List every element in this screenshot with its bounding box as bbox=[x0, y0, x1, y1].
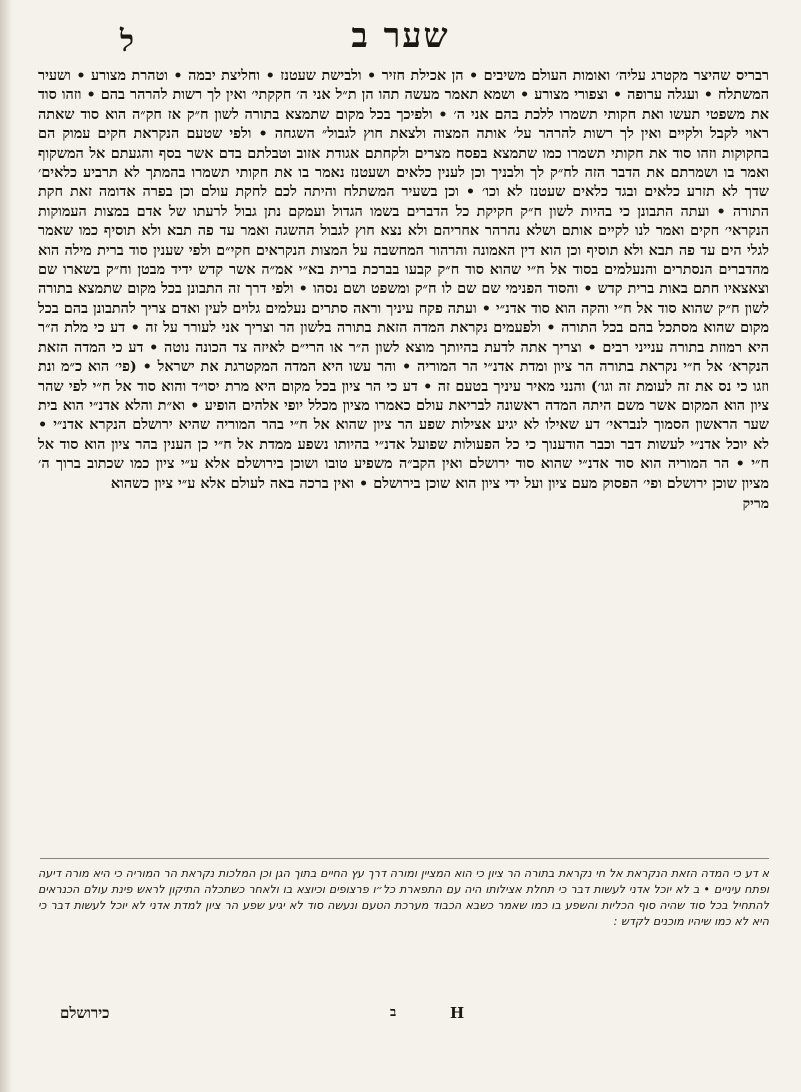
signature-word: כירושלם bbox=[60, 1004, 110, 1022]
signature-mark: H bbox=[450, 1004, 465, 1022]
scan-edge-shadow bbox=[0, 0, 12, 1092]
page-header bbox=[40, 12, 761, 62]
folio-letter: ל bbox=[120, 24, 135, 59]
footnotes-paragraph: א דע כי המדה הזאת הנקראת אל חי נקראת בתורה הר ציון כי הוא המציין ומורה דרך עץ החיים בתוך הגן וכן המלכות נקראת הר המוריה כי היא מורה דיעה ופתח עיניים • ב לא יוכל אדני לעשות דבר כי תחלת אצילותו היה עם התפארת כל״ו פרצופים וכיוצא בו ולאחר כשתכלה התיקון לראש פינת עולם הכנראים להתחיל בכל סוד שהיה סוף הכליות והשפע בו כמו שאמר כשבא הכבוד מערכת הטעם ונעשה סוד לא יגיע שפע הר ציון למדת אדני לא יוכל לעשות דבר כי היא לא כמו שיהיו מוכנים לקדש : bbox=[38, 867, 769, 928]
printer-signature-line bbox=[60, 1004, 761, 1028]
footnotes-block bbox=[38, 866, 769, 994]
signature-letter: ב bbox=[390, 1005, 397, 1020]
main-paragraph: רבריס שהיצר מקטרג עליה׳ ואומות העולם משיבים • הן אכילת חזיר • ולבישת שעטנז • וחליצת יבמה • וטהרת מצורע • ושעיר המשתלח • ועגלה ערופה • וצפורי מצורע • ושמא תאמר מעשה תהו הן ת״ל אני ה׳ חקקתי׳ ואין לך רשות להרהר בהם • וזהו סוד את משפטי תעשו ואת חקותי תשמרו ללכת בהם אני ה׳ • ולפיכך בכל מקום שתמצא בתורה לשון ח״ק אז חק״ה הוא סוד שאתה ראוי לקבל ולקיים ואין לך רשות להרהר על׳ אותה המצוה ולצאת חוץ לגבול״ השגחה • ולפי שטעם הנקראת חקים עמוק הם בחקוקות וזהו סוד את חקותי תשמרו כמו שתמצא בפסח מצרים ולקחתם אגודת אזוב וטבלתם בדם אשר בסף והגעתם אל המשקוף ואמר בו ושמרתם את הדבר הזה לח״ק לך ולבניך וכן לענין כלאים ושעטנז נאמר בו את חקותי תשמרו בהמתך לא תרביע כלאים׳ שדך לא תזרע כלאים ובגד כלאים שעטנז לא וכו׳ • וכן בשעיר המשתלח והיתה לכם לחקת עולם וכן בפרה אדומה זאת חקת התורה • ועתה התבונן כי בהיות לשון ח״ק חקיקת כל הדברים בשמו הגדול ועמקם נתן גבול לרעתו של אדם במצות העמוקות הנקראי׳ חקים ואמר לנו לקיים אותם ושלא נהרהר אחריהם ולא נצא חוץ לגבול ההשגה ואמר עד פה תבא ולא תוסיף כמו שאמר לגלי הים עד פה תבא ולא תוסיף וכן הוא דין האמונה והרהור המחשבה על המצות הנקראים חקי״ם ולפי שענין סוד ברית מילה הוא מהדברים הנסתרים והנעלמים בסוד אל ח״י שהוא סוד ח״ק קבעו בברכת ברית בא״י אמ״ה אשר קדש ידיד מבטן וח״ק בשארו שם וצאצאיו חתם באות ברית קדש • והסוד הפנימי שם שם לו ח״ק ומשפט ושם נסהו • ולפי דרך זה התבונן בכל מקום שתמצא בתורה לשון ח״ק שהוא סוד אל ח״י והקה הוא סוד אדנ״י • ועתה פקח עיניך וראה סתרים נעלמים גלוים לעין ואדם צריך להתבונן בהם בכל מקום שהוא מסתכל בהם בכל התורה • ולפעמים נקראת המדה הזאת בתורה בלשון הר וצריך אני לעורר על זה • דע כי מלת ה״ר היא רמוזת בתורה ענייני רבים • וצריך אתה לדעת בהיותך מוצא לשון ה״ר או הרי״ם לאיזה צד הכונה נוטה • דע כי המדה הזאת הנקרא׳ אל ח״י נקראת בתורה הר ציון ומדת אדנ״י הר המוריה • והר עשו היא המדה המקטרגת את ישראל • (פי׳ הוא כ״מ ונת וזגו כי נס את זה לעומת זה וגו׳) והנני מאיר עיניך בטעם זה • דע כי הר ציון בכל מקום היא מרת יסו״ד והוא סוד אל ח״י לפי שהר ציון הוא המקום אשר משם היתה המדה ראשונה לבריאת עולם כאמרו מציון מכלל יופי אלהים הופיע • וא״ת והלא אדנ״י הוא בית שער הראשון הסמוך לנבראי׳ דע שאילו לא יגיע אצילות שפע הר ציון שהוא אל ח״י בהר המוריה שהיא ירושלם הנקרא אדנ״י • לא יוכל אדנ״י לעשות דבר וכבר הודענוך כי כל הפעולות שפועל אדנ״י בהיותו נשפע ממדת אל ח״י כן הענין בהר ציון הוא סוד אל ח״י • הר המוריה הוא סוד אדנ״י שהוא סוד ירושלם ואין הקב״ה משפיע טובו ושוכן בירושלם אלא ע״י ציון כמו שכתוב ברוך ה׳ מציון שוכן ירושלם ופי׳ הפסוק מעם ציון ועל ידי ציון הוא שוכן בירושלם • ואין ברכה באה לעולם אלא ע״י ציון כשהוא bbox=[38, 67, 769, 492]
notes-divider bbox=[40, 858, 769, 859]
gate-title: שער ב bbox=[351, 16, 450, 56]
main-text-block bbox=[38, 66, 769, 856]
catchword: מריק bbox=[742, 495, 769, 512]
